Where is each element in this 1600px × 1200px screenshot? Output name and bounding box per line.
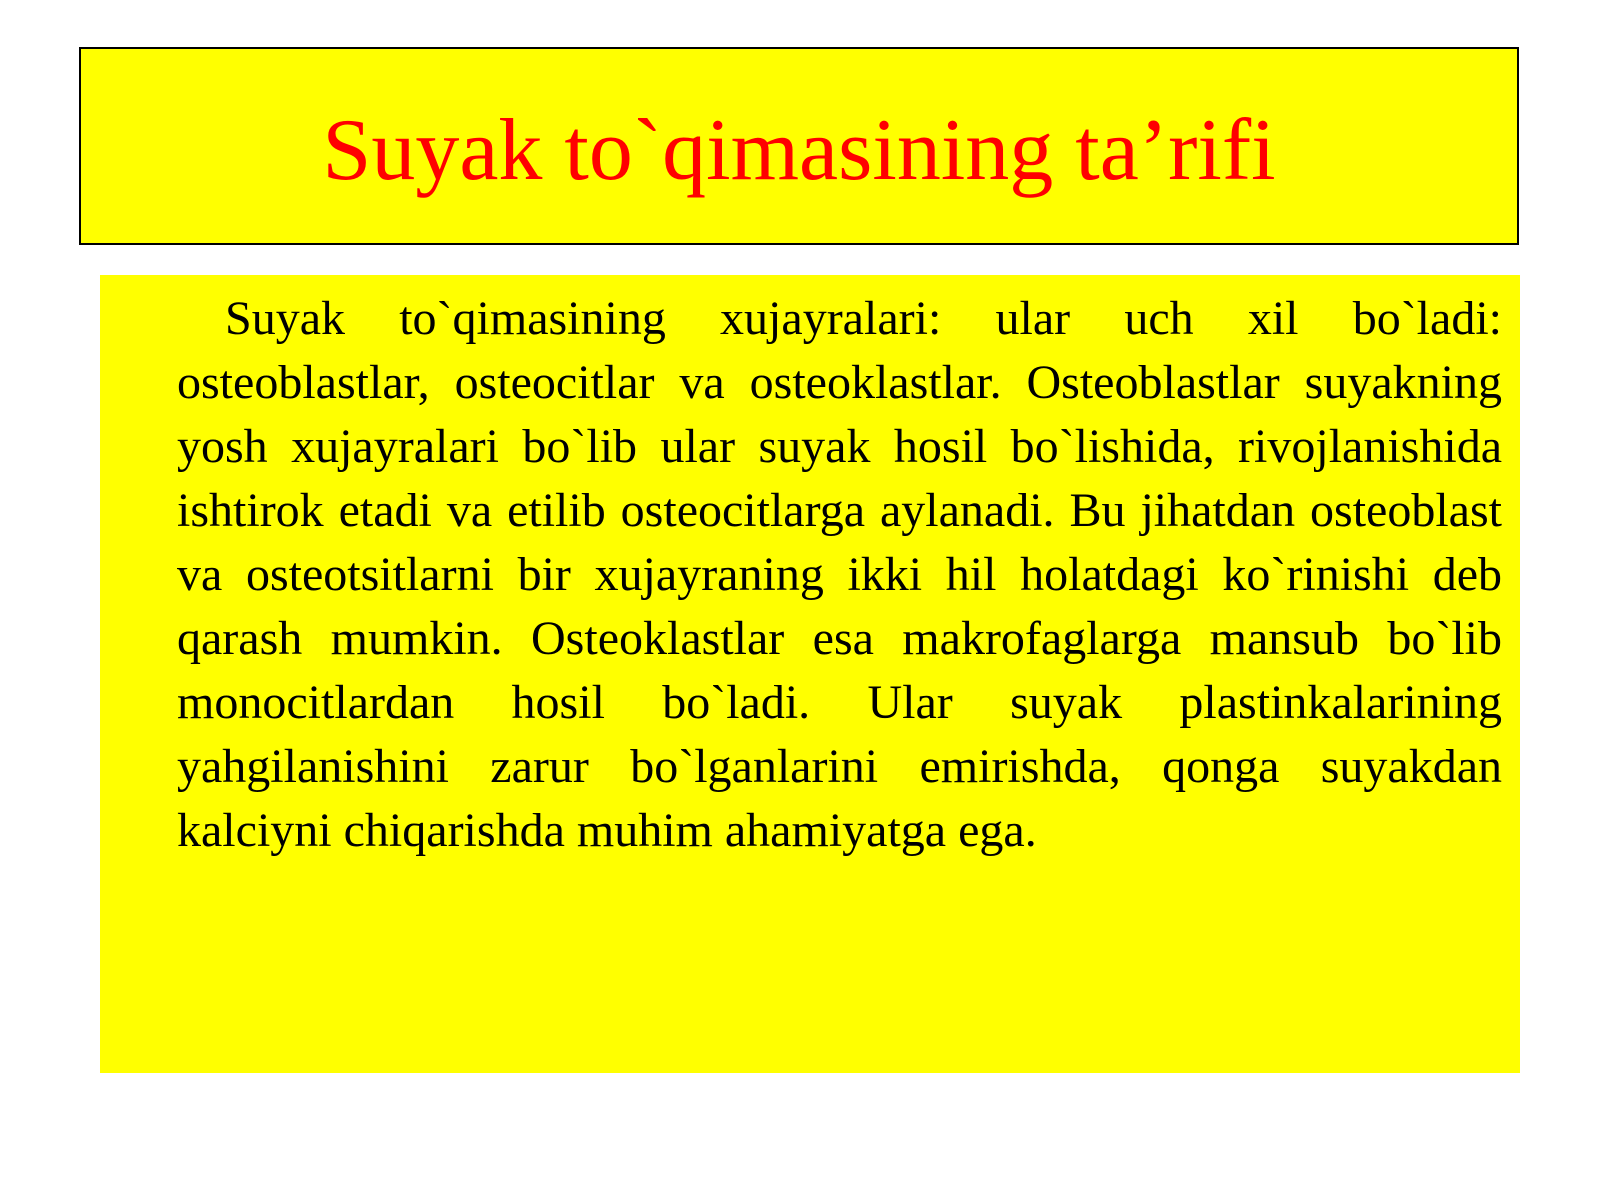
slide-title: Suyak to`qimasining ta’rifi	[322, 102, 1276, 199]
body-paragraph: Suyak to`qimasining xujayralari: ular uch xil bo`ladi: osteoblastlar, osteocitlar va osteoklastlar. Osteoblastlar suyakning yosh xujayralari bo`lib ular suyak hosil bo`lishida, rivojlanishida ishtirok etadi va etilib osteocitlarga aylanadi. Bu jihatdan osteoblast va osteotsitlarni bir xujayraning ikki hil holatdagi ko`rinishi deb qarash mumkin. Osteoklastlar esa makrofaglarga mansub bo`lib monocitlardan hosil bo`ladi. Ular suyak plastinkalarining yahgilanishini zarur bo`lganlarini emirishda, qonga suyakdan kalciyni chiqarishda muhim ahamiyatga ega.	[177, 292, 1502, 857]
title-box	[79, 47, 1519, 245]
body-box	[100, 275, 1520, 1073]
